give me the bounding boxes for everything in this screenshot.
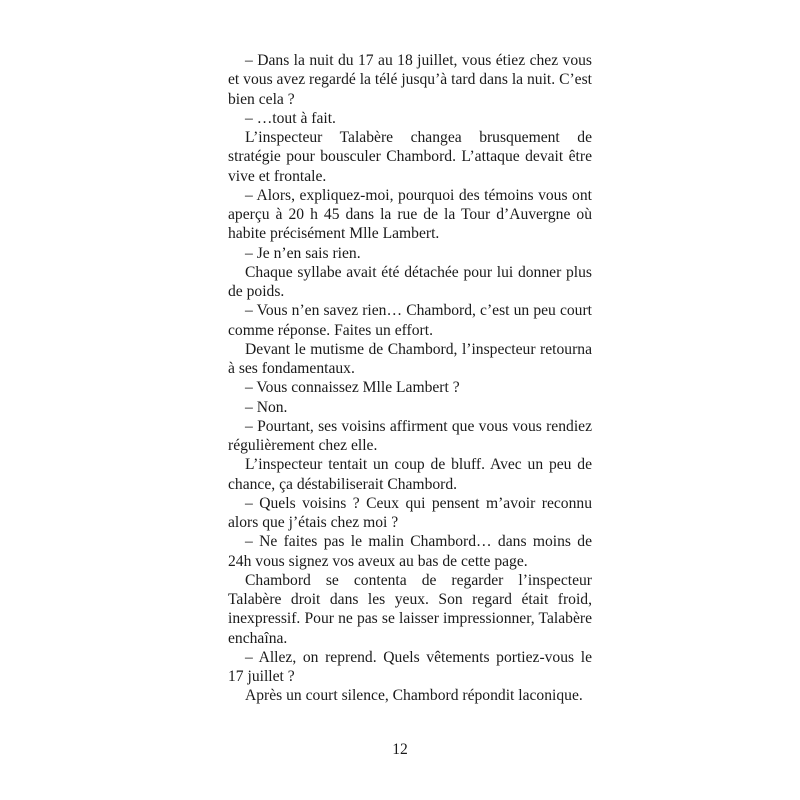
paragraph: – Je n’en sais rien. bbox=[245, 244, 361, 262]
paragraph: Après un court silence, Chambord répondit laconique. bbox=[245, 687, 583, 705]
page-number: 12 bbox=[392, 741, 408, 758]
paragraph: – Non. bbox=[245, 398, 288, 416]
paragraph: – Allez, on reprend. Quels vêtements portiez-vous le 17 juillet ? bbox=[228, 648, 592, 685]
body-text bbox=[228, 51, 592, 706]
paragraph: – Vous connaissez Mlle Lambert ? bbox=[245, 379, 460, 397]
paragraph: Chaque syllabe avait été détachée pour lui donner plus de poids. bbox=[228, 263, 592, 300]
paragraph: – …tout à fait. bbox=[245, 109, 336, 127]
paragraph: – Dans la nuit du 17 au 18 juillet, vous étiez chez vous et vous avez regardé la télé jusqu’à tard dans la nuit. C’est bien cela ? bbox=[228, 52, 592, 108]
paragraph: – Pourtant, ses voisins affirment que vous vous rendiez régulièrement chez elle. bbox=[228, 417, 592, 454]
paragraph: – Vous n’en savez rien… Chambord, c’est un peu court comme réponse. Faites un effort. bbox=[228, 302, 592, 339]
paragraph: – Quels voisins ? Ceux qui pensent m’avoir reconnu alors que j’étais chez moi ? bbox=[228, 494, 592, 531]
paragraph: L’inspecteur tentait un coup de bluff. Avec un peu de chance, ça déstabiliserait Chambord. bbox=[228, 456, 592, 493]
paragraph: – Ne faites pas le malin Chambord… dans moins de 24h vous signez vos aveux au bas de cette page. bbox=[228, 533, 592, 570]
paragraph: Chambord se contenta de regarder l’inspecteur Talabère droit dans les yeux. Son regard était froid, inexpressif. Pour ne pas se laisser impressionner, Talabère enchaîna. bbox=[228, 571, 592, 647]
paragraph: – Alors, expliquez-moi, pourquoi des témoins vous ont aperçu à 20 h 45 dans la rue de la Tour d’Auvergne où habite précisément Mlle Lambert. bbox=[228, 186, 592, 243]
paragraph: Devant le mutisme de Chambord, l’inspecteur retourna à ses fondamentaux. bbox=[228, 340, 592, 377]
paragraph: L’inspecteur Talabère changea brusquement de stratégie pour bousculer Chambord. L’attaque devait être vive et frontale. bbox=[228, 129, 592, 185]
